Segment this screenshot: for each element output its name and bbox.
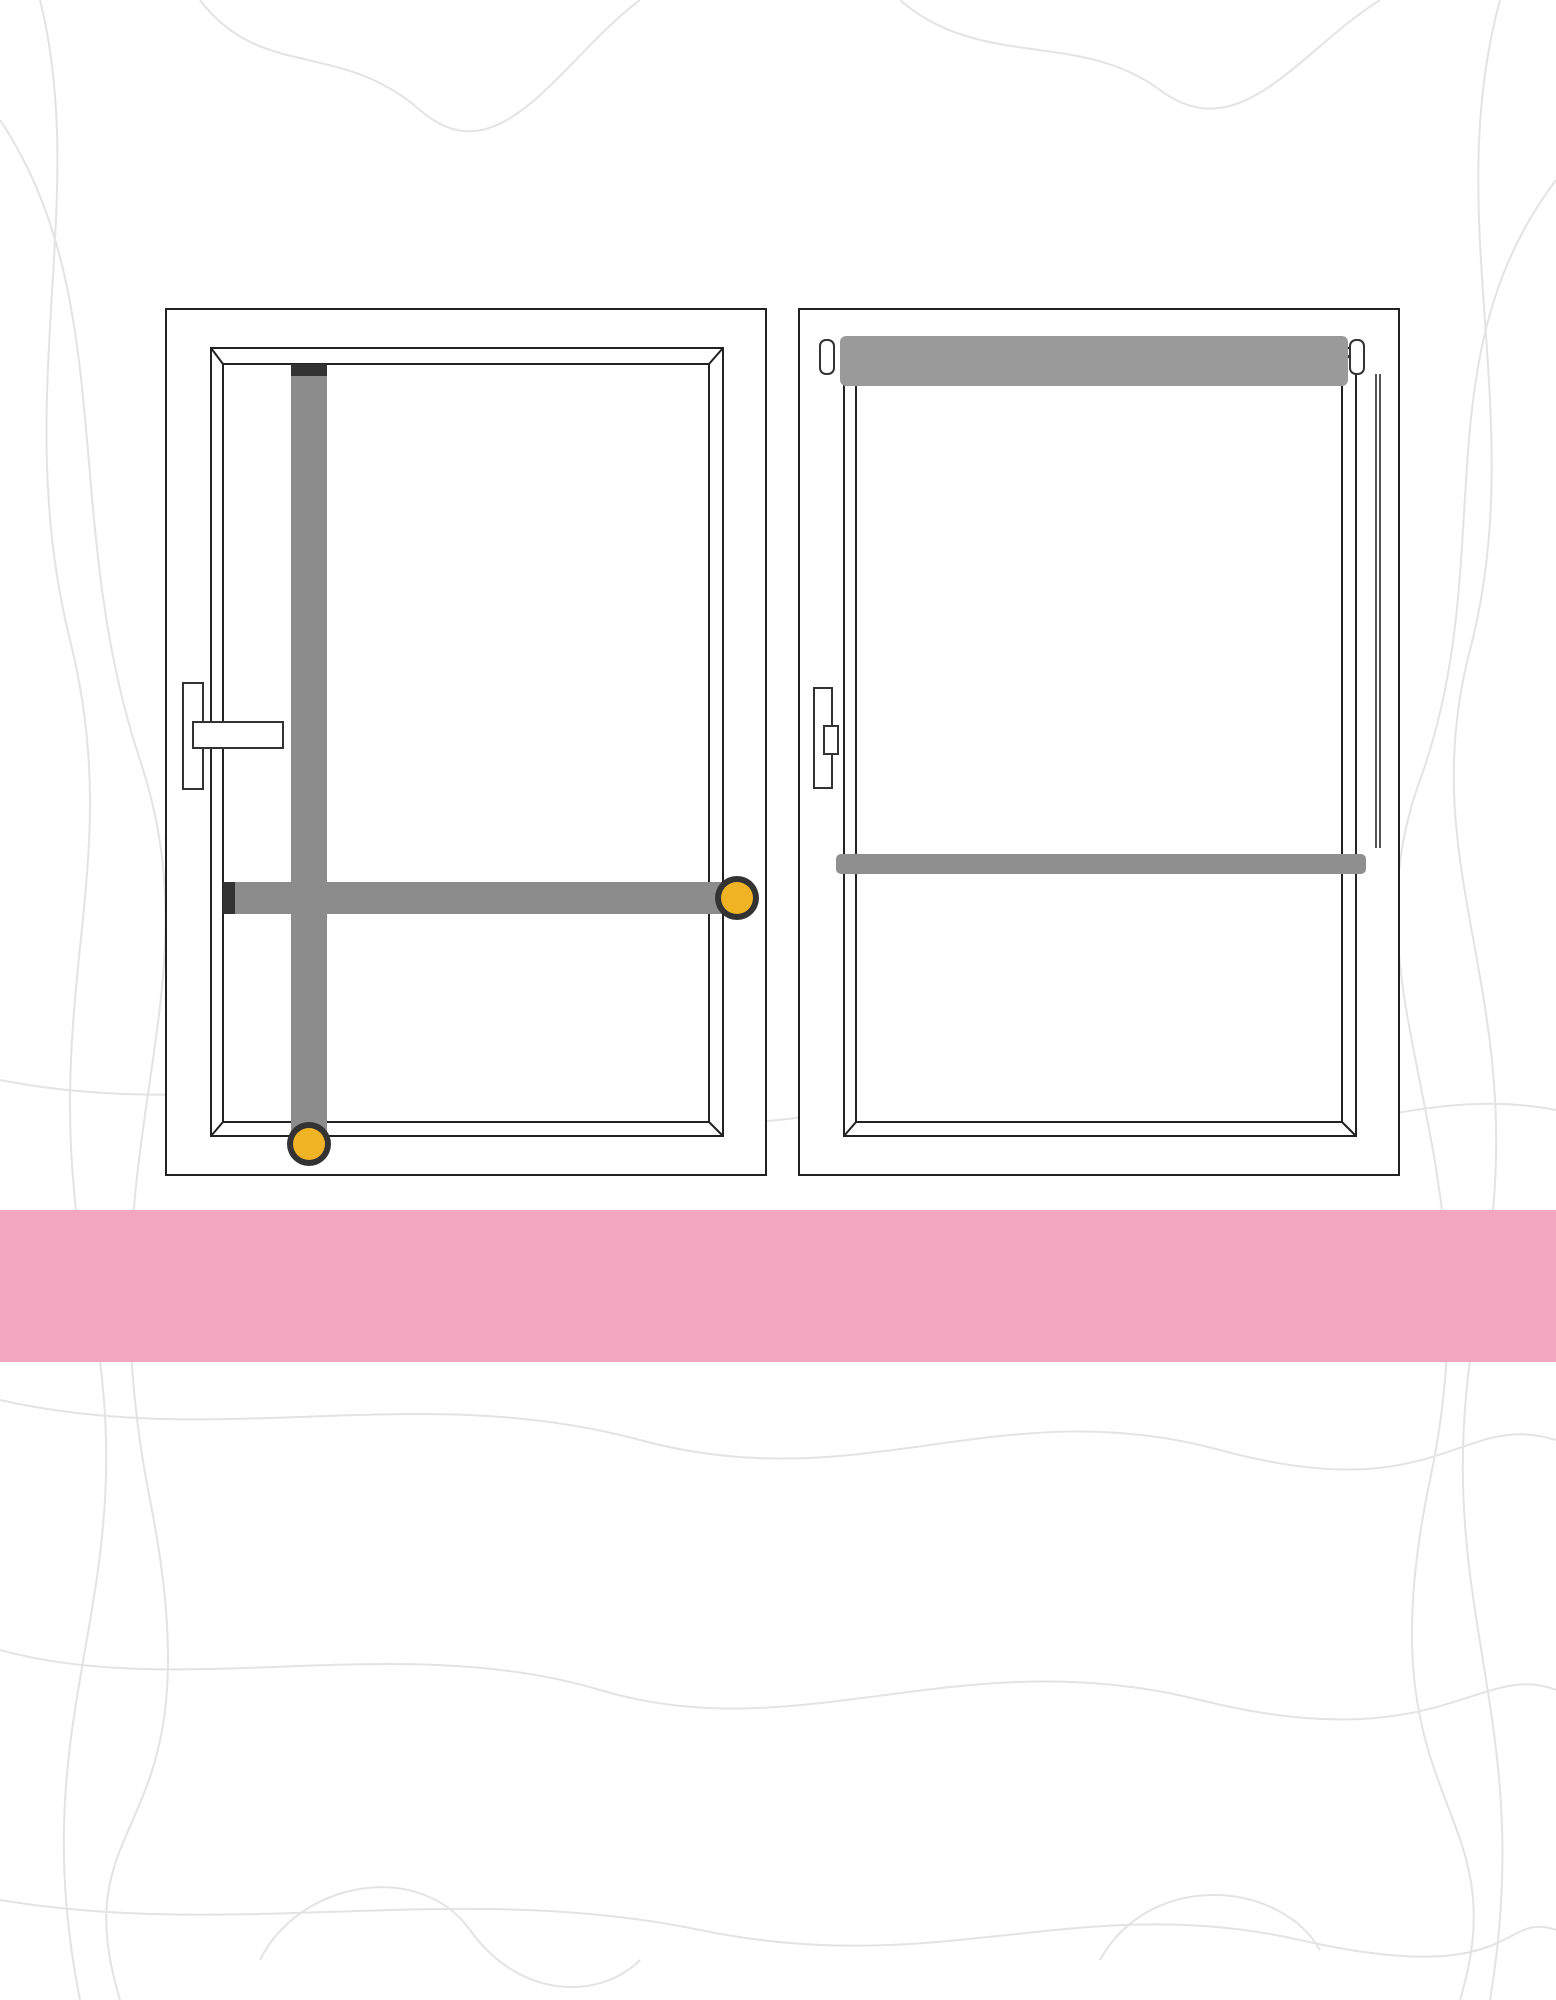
- horizontal-measuring-tape: [223, 882, 731, 914]
- blind-cassette: [840, 336, 1348, 386]
- window-blind-diagram: [798, 308, 1400, 1178]
- note-banner: [0, 1210, 1556, 1362]
- window-measure-diagram: [165, 308, 767, 1178]
- vertical-measuring-tape: [291, 364, 327, 1154]
- blind-bottom-bar: [836, 854, 1366, 874]
- tape-logo-icon: [715, 876, 759, 920]
- tape-logo-icon: [287, 1122, 331, 1166]
